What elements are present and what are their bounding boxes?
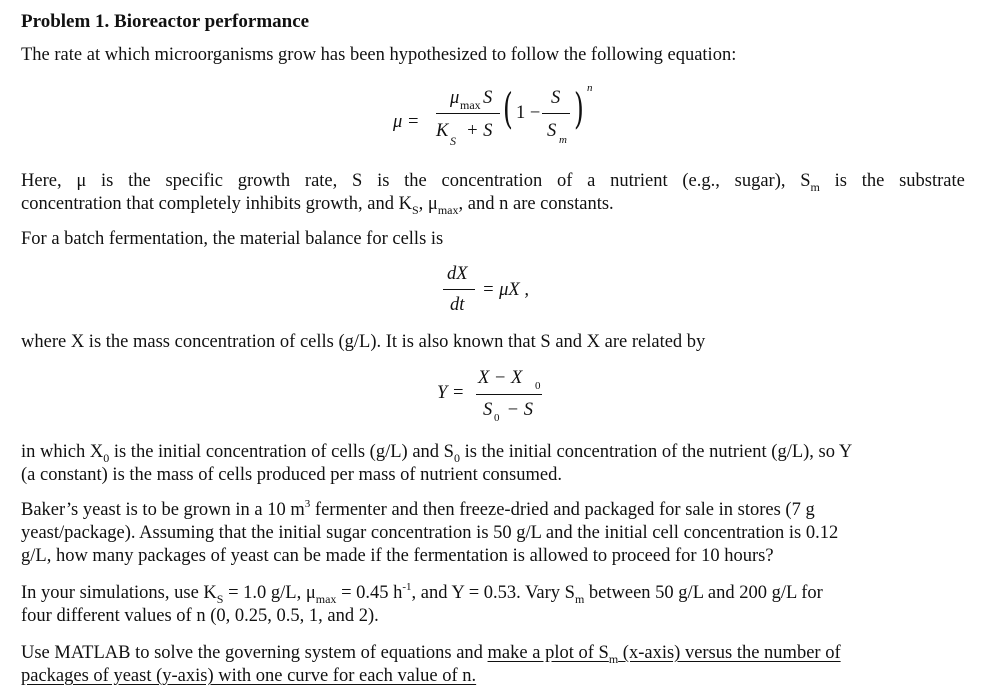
eq1-fraction-bar <box>436 113 500 114</box>
eq2-num: dX <box>447 264 468 284</box>
eq1-den-k: K <box>436 121 449 141</box>
eq1-one-minus: 1 − <box>516 103 541 123</box>
word: a <box>587 171 596 191</box>
eq3-den: S <box>483 400 493 420</box>
word: rate, <box>304 171 338 191</box>
eq3-bar <box>476 394 542 395</box>
word: S <box>352 171 363 191</box>
eq1-inner-den-sub: m <box>559 134 567 146</box>
intro-text: The rate at which microorganisms grow has been hypothesized to follow the following equation: <box>21 45 737 65</box>
word: is <box>101 171 114 191</box>
eq1-lhs: μ = <box>393 112 420 132</box>
word: μ <box>76 171 87 191</box>
eq2-bar <box>443 289 475 290</box>
para4-line1: In your simulations, use $K_S = 1.0$ g/L, $\mu_{max} = 0.45$ $h^{-1}$, and Y = 0.53. Vary $S_m$ between 50 g/L and 200 g/L for <box>21 581 823 606</box>
word: (e.g., <box>682 171 720 191</box>
para3-line3: g/L, how many packages of yeast can be made if the fermentation is allowed to proceed for 10 hours? <box>21 546 774 566</box>
word: the <box>128 171 151 191</box>
underlined-task-continued: packages of yeast (y-axis) with one curve for each value of n. <box>21 666 477 686</box>
problem-title: Problem 1. Bioreactor performance <box>21 11 310 32</box>
word: is <box>377 171 390 191</box>
word: growth <box>237 171 291 191</box>
eq1-den-rest: + S <box>466 121 493 141</box>
eq1-exponent: n <box>587 82 593 94</box>
para5-line1: Use MATLAB to solve the governing system of equations and make a plot of $S_m$ (x-axis) versus the number of <box>21 643 841 666</box>
para2-line2: (a constant) is the mass of cells produced per mass of nutrient consumed. <box>21 465 562 485</box>
where-text: where X is the mass concentration of cells (g/L). It is also known that S and X are related by <box>21 332 706 352</box>
word: nutrient <box>610 171 668 191</box>
para4-line2: four different values of n (0, 0.25, 0.5, 1, and 2). <box>21 606 379 626</box>
eq3-lhs: Y = <box>437 383 465 403</box>
word: the <box>404 171 427 191</box>
word: substrate <box>899 171 965 191</box>
eq3-den-rest: − S <box>502 400 533 420</box>
para1-line1 <box>21 170 965 193</box>
eq1-num-max: max <box>460 98 481 112</box>
word: sugar), <box>734 171 786 191</box>
eq1-inner-bar <box>542 113 570 114</box>
word: specific <box>165 171 223 191</box>
word: concentration <box>441 171 543 191</box>
eq1-den-ks: S <box>450 134 456 148</box>
para3-line1: Baker’s yeast is to be grown in a 10 $m^3$ fermenter and then freeze-dried and packaged for sale in stores (7 g <box>21 498 815 520</box>
para3-line2: yeast/package). Assuming that the initial sugar concentration is 50 g/L and the initial cell concentration is 0.12 <box>21 523 839 543</box>
eq1-inner-num: S <box>551 88 561 108</box>
para1-line2: concentration that completely inhibits growth, and $K_S$, $\mu_{max}$, and n are constants. <box>21 194 614 217</box>
word: is <box>834 171 847 191</box>
eq2-den: dt <box>450 295 465 315</box>
eq2-rhs: = μX , <box>482 280 529 300</box>
underlined-task: make a plot of $S_m$ (x-axis) versus the number of <box>487 643 841 666</box>
word: Here, <box>21 171 62 191</box>
sm-symbol: $S_m$ <box>800 171 820 194</box>
batch-text: For a batch fermentation, the material balance for cells is <box>21 229 444 249</box>
word: of <box>556 171 573 191</box>
eq3-den-sub: 0 <box>494 412 500 424</box>
eq3-num: X − X <box>478 368 523 388</box>
para2-line1: in which $X_0$ is the initial concentration of cells (g/L) and $S_0$ is the initial concentration of the nutrient (g/L), so Y <box>21 442 853 465</box>
eq1-inner-den: S <box>547 121 557 141</box>
para5-line2 <box>21 665 476 687</box>
word: the <box>861 171 885 191</box>
eq1-left-paren: ( <box>503 84 513 133</box>
eq1-num-s: S <box>483 88 493 108</box>
eq1-num-mu: μ <box>450 88 460 108</box>
eq1-right-paren: ) <box>574 84 584 133</box>
eq3-num-sub: 0 <box>535 380 541 392</box>
